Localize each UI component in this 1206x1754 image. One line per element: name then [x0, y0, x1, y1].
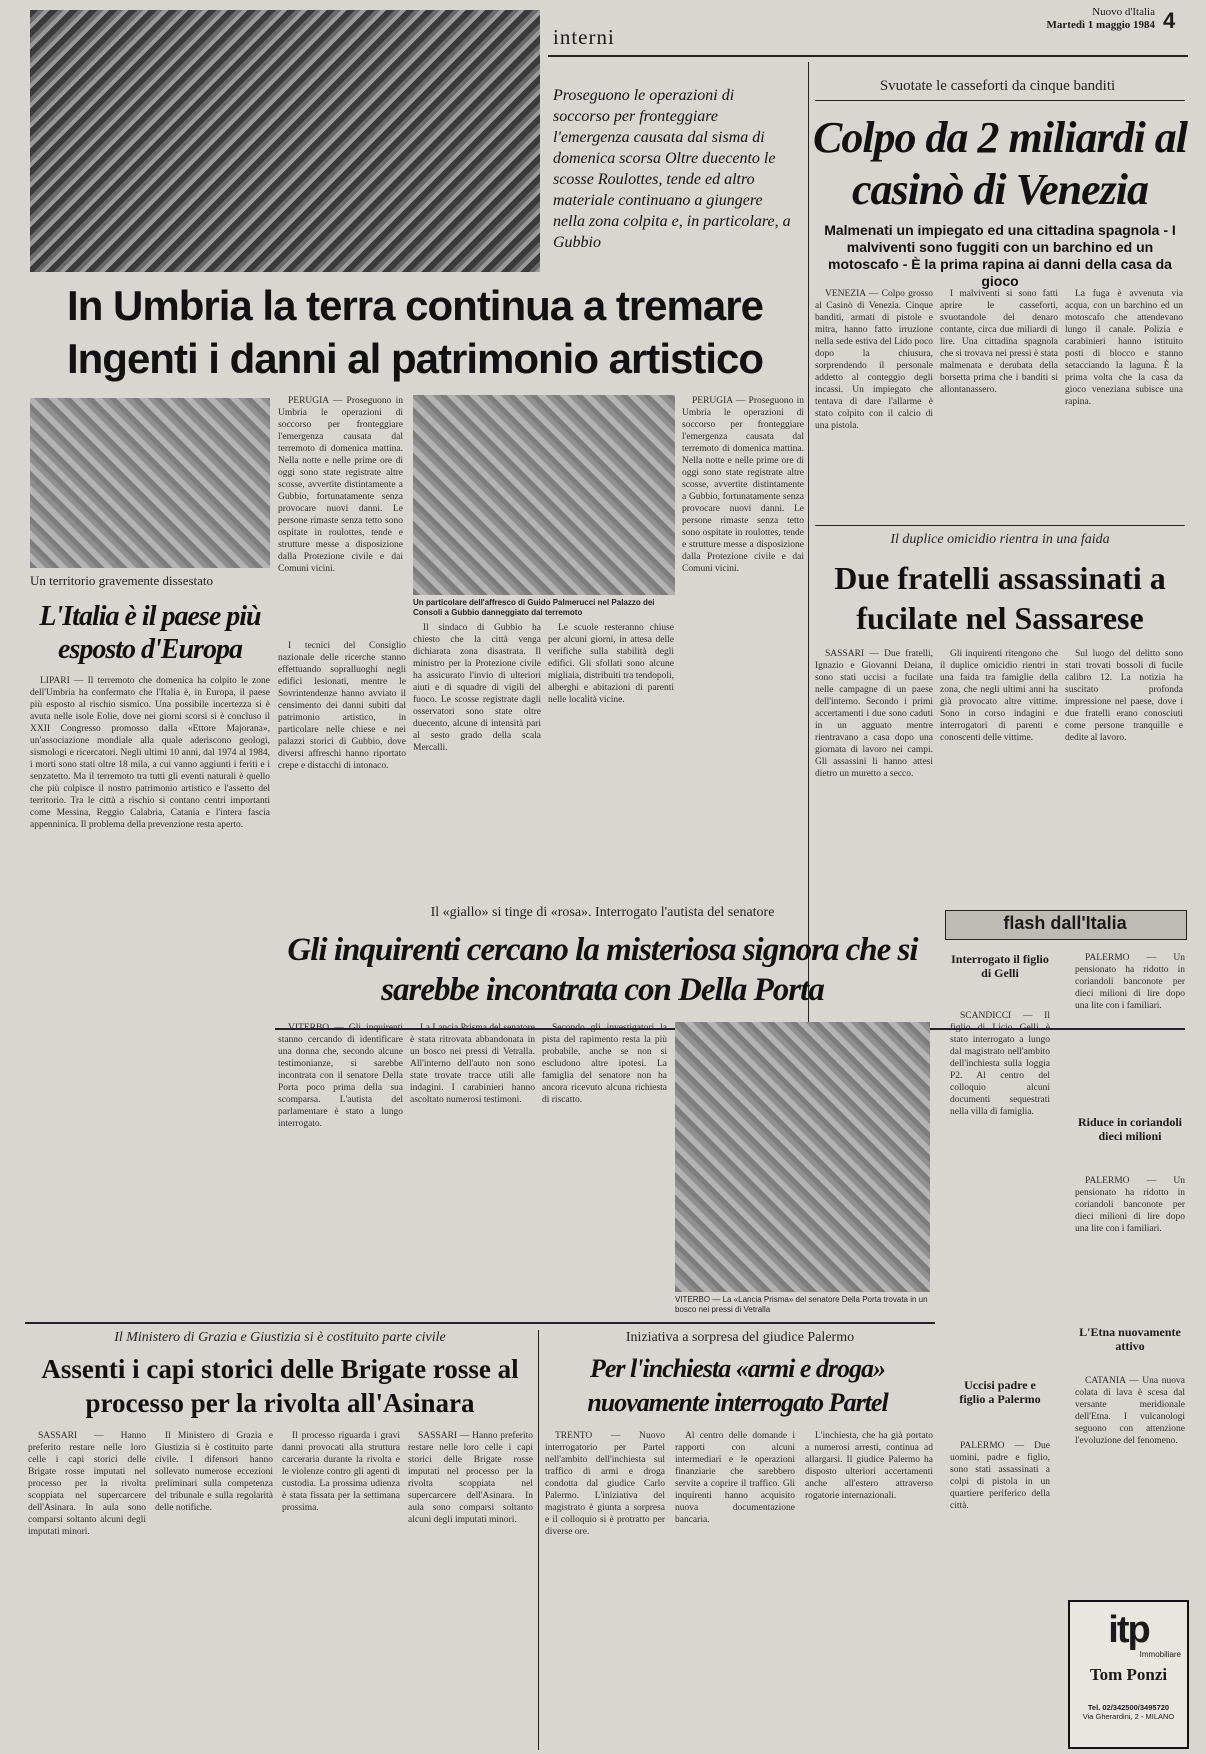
brigate-body-paragraph-4: SASSARI — Hanno preferito restare nelle loro celle i capi storici delle Brigate rosse imputati nel processo per la rivolta scoppiata nel supercarcere dell'Asinara. In aula sono comparsi soltanto alcuni degli imputati minori. [408, 1431, 533, 1525]
masthead-paper: Nuovo d'Italia [1092, 6, 1155, 18]
umbria-fresco-photo [413, 395, 675, 595]
sassari-body-paragraph-3: Sul luogo del delitto sono stati trovati bossoli di fucile calibro 12. La notizia ha suscitato profonda impressione nel paese, dove i due fratelli erano conosciuti come persone tranquille e dedite al lavoro. [1065, 649, 1183, 743]
flash-item-heading: L'Etna nuovamente attivo [1079, 1325, 1181, 1353]
flash-item-heading: Uccisi padre e figlio a Palermo [959, 1378, 1041, 1406]
umbria-body-paragraph-4: Le scuole resteranno chiuse per alcuni giorni, in attesa delle verifiche sulla stabilità degli edifici. Gli sfollati sono alcune migliaia, distribuiti tra tendopoli, alberghi e abitazioni di parenti nelle località vicine. [548, 623, 674, 705]
umbria-sub-headline: L'Italia è il paese più esposto d'Europa [39, 601, 261, 665]
header-rule [548, 55, 1188, 57]
viterbo-kicker: Il «giallo» si tinge di «rosa». Interrogato l'autista del senatore [430, 905, 775, 920]
viterbo-body-col-2 [410, 1022, 535, 1322]
ad-address: Via Gherardini, 2 - MILANO [1082, 1712, 1175, 1721]
viterbo-body-paragraph-2: La Lancia Prisma del senatore è stata ritrovata abbandonata in un bosco nei pressi di Vetralla. All'interno dell'auto non sono state trovate tracce utili alle indagini. I carabinieri hanno ascoltato numerosi testimoni. [410, 1023, 535, 1105]
umbria-sub-text [30, 675, 270, 1315]
umbria-body-paragraph-5: PERUGIA — Proseguono in Umbria le operazioni di soccorso per fronteggiare l'emergenza causata dal terremoto di domenica mattina. Nella notte e nelle prime ore di oggi sono state registrate altre scosse, avvertite distintamente a Gubbio, fortunatamente senza provocare nuovi danni. Le persone rimaste senza tetto sono ospitate in roulottes, tende e strutture messe a disposizione dalla Protezione civile e dai Comuni vicini. [682, 396, 804, 574]
flash-item-paragraph: SCANDICCI — Il figlio di Licio Gelli è stato interrogato a lungo dal magistrato nell'ambito dell'inchiesta sulla loggia P2. Al centro del colloquio alcuni documenti sequestrati nella villa di famiglia. [950, 1011, 1050, 1117]
venezia-deck: Malmenati un impiegato ed una cittadina spagnola - I malviventi sono fuggiti con un barchino ed un motoscafo - È la prima rapina ai danni della casa da gioco [824, 222, 1176, 289]
brigate-body-paragraph-3: Il processo riguarda i gravi danni provocati alla struttura carceraria durante la rivolta e le violenze contro gli agenti di custodia. La prossima udienza è stata fissata per la settimana prossima. [282, 1431, 400, 1513]
brigate-body-col-1 [28, 1430, 146, 1748]
column-rule [808, 62, 809, 1037]
brigate-body-col-2 [155, 1430, 273, 1748]
brigate-body-paragraph-2: Il Ministero di Grazia e Giustizia si è costituito parte civile. I difensori hanno sollevato numerose eccezioni preliminari sulla competenza del tribunale e sulla regolarità delle notifiche. [155, 1431, 273, 1513]
venezia-body-col-2 [940, 288, 1058, 468]
brigate-headline: Assenti i capi storici delle Brigate rosse al processo per la rivolta all'Asinara [41, 1354, 519, 1418]
umbria-top-photo [30, 10, 540, 272]
brigate-body-paragraph-1: SASSARI — Hanno preferito restare nelle loro celle i capi storici delle Brigate rosse imputati nel processo per la rivolta scoppiata nel supercarcere dell'Asinara. In aula sono comparsi soltanto alcuni degli imputati minori. [28, 1431, 146, 1537]
venezia-body-paragraph-3: La fuga è avvenuta via acqua, con un barchino ed un motoscafo che attendevano lungo il canale. Polizia e carabinieri hanno istituito posti di blocco e stanno setacciando la laguna. È la prima volta che la casa da gioco veneziana subisce una rapina. [1065, 289, 1183, 407]
umbria-sub-paragraph: LIPARI — Il terremoto che domenica ha colpito le zone dell'Umbria ha confermato che l'Italia è, in Europa, il paese più esposto al rischio sismico. Una possibile incertezza si è avuta nelle isole Eolie, dove nei giorni scorsi si è concluso il XXII Congresso promosso dalla «Ettore Majorana», un'associazione mondiale alla quale aderiscono geologi, sismologi e ricercatori. Negli ultimi 10 anni, dal 1974 al 1984, i morti sono stati oltre 18 mila, a cui vanno aggiunti i feriti e i senzatetto. Ma il terremoto tra tutti gli eventi naturali è quello che più colpisce il nostro patrimonio artistico e l'assetto del territorio. Tra le città a rischio si contano centri importanti come Messina, Reggio Calabria, Catania e l'intera fascia appenninica. Il problema della prevenzione resta aperto. [30, 676, 270, 830]
page-number: 4 [1163, 8, 1176, 33]
flash-item-paragraph: PALERMO — Un pensionato ha ridotto in coriandoli banconote per dieci milioni di lire dopo una lite con i familiari. [1075, 1176, 1185, 1234]
venezia-body-paragraph-1: VENEZIA — Colpo grosso al Casinò di Venezia. Cinque banditi, armati di pistole e mitra, hanno fatto irruzione nella sede estiva del Lido poco dopo la chiusura, sorprendendo il personale addetto al conteggio degli incassi. Un impiegato che tentava di dare l'allarme è stato colpito con il calcio di una pistola. [815, 289, 933, 431]
partel-headline: Per l'inchiesta «armi e droga» nuovamente interrogato Partel [587, 1354, 888, 1417]
venezia-body-paragraph-2: I malviventi si sono fatti aprire le casseforti, svuotandole del denaro contante, circa due miliardi di lire. Una cittadina spagnola che si trovava nei pressi è stata malmenata e derubata della borsetta prima che i banditi si allontanassero. [940, 289, 1058, 395]
umbria-body-col-5 [682, 395, 804, 1020]
partel-body-col-2 [675, 1430, 795, 1748]
umbria-body-paragraph-3: Il sindaco di Gubbio ha chiesto che la città venga dichiarata zona disastrata. Il ministro per la Protezione civile ha assicurato l'invio di ulteriori aiuti e di squadre di vigili del fuoco. Le scosse registrate dagli osservatori sono state oltre duecento, alcune di intensità pari al sesto grado della scala Mercalli. [413, 623, 541, 753]
flash-title: flash dall'Italia [1003, 913, 1127, 933]
flash-item-heading: Interrogato il figlio di Gelli [951, 952, 1049, 980]
ad-phone: Tel. 02/342500/3495720 [1087, 1703, 1170, 1712]
flash-item-text [1075, 1375, 1185, 1615]
sassari-kicker: Il duplice omicidio rientra in una faida [890, 532, 1110, 547]
umbria-headline-2: Ingenti i danni al patrimonio artistico [66, 335, 764, 382]
brigate-body-col-4 [408, 1430, 533, 1748]
partel-kicker: Iniziativa a sorpresa del giudice Palermo [625, 1330, 855, 1345]
partel-body-col-3 [805, 1430, 933, 1748]
umbria-damage-photo [30, 398, 270, 568]
ad-box [1068, 1600, 1189, 1749]
bottom-column-rule [538, 1330, 539, 1750]
viterbo-photo-caption: VITERBO — La «Lancia Prisma» del senatore Della Porta trovata in un bosco nei pressi di Vetralla [675, 1295, 928, 1314]
flash-item-paragraph: PALERMO — Un pensionato ha ridotto in coriandoli banconote per dieci milioni di lire dopo una lite con i familiari. [1075, 953, 1185, 1011]
viterbo-body-paragraph-3: Secondo gli investigatori la pista del rapimento resta la più probabile, anche se non si escludono altre ipotesi. La famiglia del senatore non ha ancora ricevuto alcuna richiesta di riscatto. [542, 1023, 667, 1105]
umbria-body-paragraph-2: I tecnici del Consiglio nazionale delle ricerche stanno effettuando sopralluoghi negli edifici lesionati, mentre le Sovrintendenze hanno avviato il censimento dei danni subiti dal patrimonio artistico, in particolare nelle chiese e nei palazzi storici di Gubbio, dove diversi affreschi hanno riportato crepe e distacchi di intonaco. [278, 641, 406, 771]
viterbo-body-col-3 [542, 1022, 667, 1322]
venezia-kicker-rule [815, 100, 1185, 101]
viterbo-car-photo [675, 1022, 930, 1292]
umbria-body-col-1 [278, 395, 403, 630]
venezia-body-col-3 [1065, 288, 1183, 468]
partel-body-paragraph-2: Al centro delle domande i rapporti con alcuni intermediari e le operazioni finanziarie che sarebbero servite a coprire il traffico. Gli inquirenti hanno acquisito nuova documentazione bancaria. [675, 1431, 795, 1525]
flash-item-paragraph: CATANIA — Una nuova colata di lava è scesa dal versante meridionale dell'Etna. I vulcanologi seguono con attenzione l'evoluzione del fenomeno. [1075, 1376, 1185, 1446]
section-label: interni [553, 25, 615, 49]
viterbo-body-col-1 [278, 1022, 403, 1322]
ad-brand: itp [1108, 1609, 1149, 1651]
venezia-bottom-rule [815, 525, 1185, 526]
umbria-body-paragraph-1: PERUGIA — Proseguono in Umbria le operazioni di soccorso per fronteggiare l'emergenza causata dal terremoto di domenica mattina. Nella notte e nelle prime ore di oggi sono state registrate altre scosse, avvertite distintamente a Gubbio, fortunatamente senza provocare nuovi danni. Le persone rimaste senza tetto sono ospitate in roulottes, tende e strutture messe a disposizione dalla Protezione civile e dai Comuni vicini. [278, 396, 403, 574]
partel-body-paragraph-1: TRENTO — Nuovo interrogatorio per Partel nell'ambito dell'inchiesta sul traffico di armi e droga condotta dal giudice Carlo Palermo. L'iniziativa del magistrato è giunta a sorpresa e il colloquio si è protratto per diverse ore. [545, 1431, 665, 1537]
bottom-section-rule [25, 1322, 935, 1324]
brigate-body-col-3 [282, 1430, 400, 1748]
flash-item-text [950, 1010, 1050, 1370]
umbria-headline-1: In Umbria la terra continua a tremare [67, 282, 763, 329]
flash-item-paragraph: PALERMO — Due uomini, padre e figlio, sono stati assassinati a colpi di pistola in un quartiere periferico della città. [950, 1441, 1050, 1511]
venezia-headline: Colpo da 2 miliardi al casinò di Venezia [812, 113, 1188, 214]
masthead [950, 6, 1155, 32]
masthead-date: Martedì 1 maggio 1984 [1046, 19, 1155, 31]
ad-name: Tom Ponzi [1089, 1665, 1168, 1684]
flash-item-heading: Riduce in coriandoli dieci milioni [1077, 1115, 1182, 1143]
partel-body-paragraph-3: L'inchiesta, che ha già portato a numerosi arresti, continua ad allargarsi. Il giudice Palermo ha disposto ulteriori accertamenti anche all'estero attraverso rogatorie internazionali. [805, 1431, 933, 1501]
partel-body-col-1 [545, 1430, 665, 1748]
sassari-body-paragraph-1: SASSARI — Due fratelli, Ignazio e Giovanni Deiana, sono stati uccisi a fucilate nelle campagne di un paese dell'interno. Secondo i primi accertamenti i due sono caduti in un agguato mentre rientravano a casa dopo una giornata di lavoro nei campi. Gli assassini li hanno attesi dietro un muretto a secco. [815, 649, 933, 779]
umbria-photo-caption: Un territorio gravemente dissestato [30, 573, 214, 588]
venezia-body-col-1 [815, 288, 933, 468]
brigate-kicker: Il Ministero di Grazia e Giustizia si è costituito parte civile [114, 1330, 446, 1345]
sassari-body-paragraph-2: Gli inquirenti ritengono che il duplice omicidio rientri in una faida tra famiglie della zona, che negli ultimi anni ha già provocato altre vittime. Sono in corso indagini e interrogatori di parenti e conoscenti delle vittime. [940, 649, 1058, 743]
venezia-kicker: Svuotate le casseforti da cinque banditi [879, 78, 1116, 94]
flash-item-text [1075, 1175, 1185, 1315]
umbria-summary: Proseguono le operazioni di soccorso per fronteggiare l'emergenza causata dal sisma di domenica scorsa Oltre duecento le scosse Roulottes, tende ed altro materiale continuano a giungere nella zona colpita e, in particolare, a Gubbio [553, 87, 791, 251]
viterbo-body-paragraph-1: VITERBO — Gli inquirenti stanno cercando di identificare una donna che, secondo alcune testimonianze, si sarebbe incontrata con il senatore Della Porta poco prima della sua scomparsa. L'autista del parlamentare è stato a lungo interrogato. [278, 1023, 403, 1129]
flash-item-text [1075, 952, 1185, 1102]
sassari-headline: Due fratelli assassinati a fucilate nel Sassarese [834, 560, 1166, 636]
umbria-fresco-caption: Un particolare dell'affresco di Guido Palmerucci nel Palazzo dei Consoli a Gubbio danneggiato dal terremoto [413, 598, 655, 617]
flash-item-text [950, 1440, 1050, 1740]
viterbo-headline: Gli inquirenti cercano la misteriosa signora che si sarebbe incontrata con Della Porta [287, 932, 918, 1008]
ad-line1: Immobiliare [1139, 1650, 1181, 1659]
